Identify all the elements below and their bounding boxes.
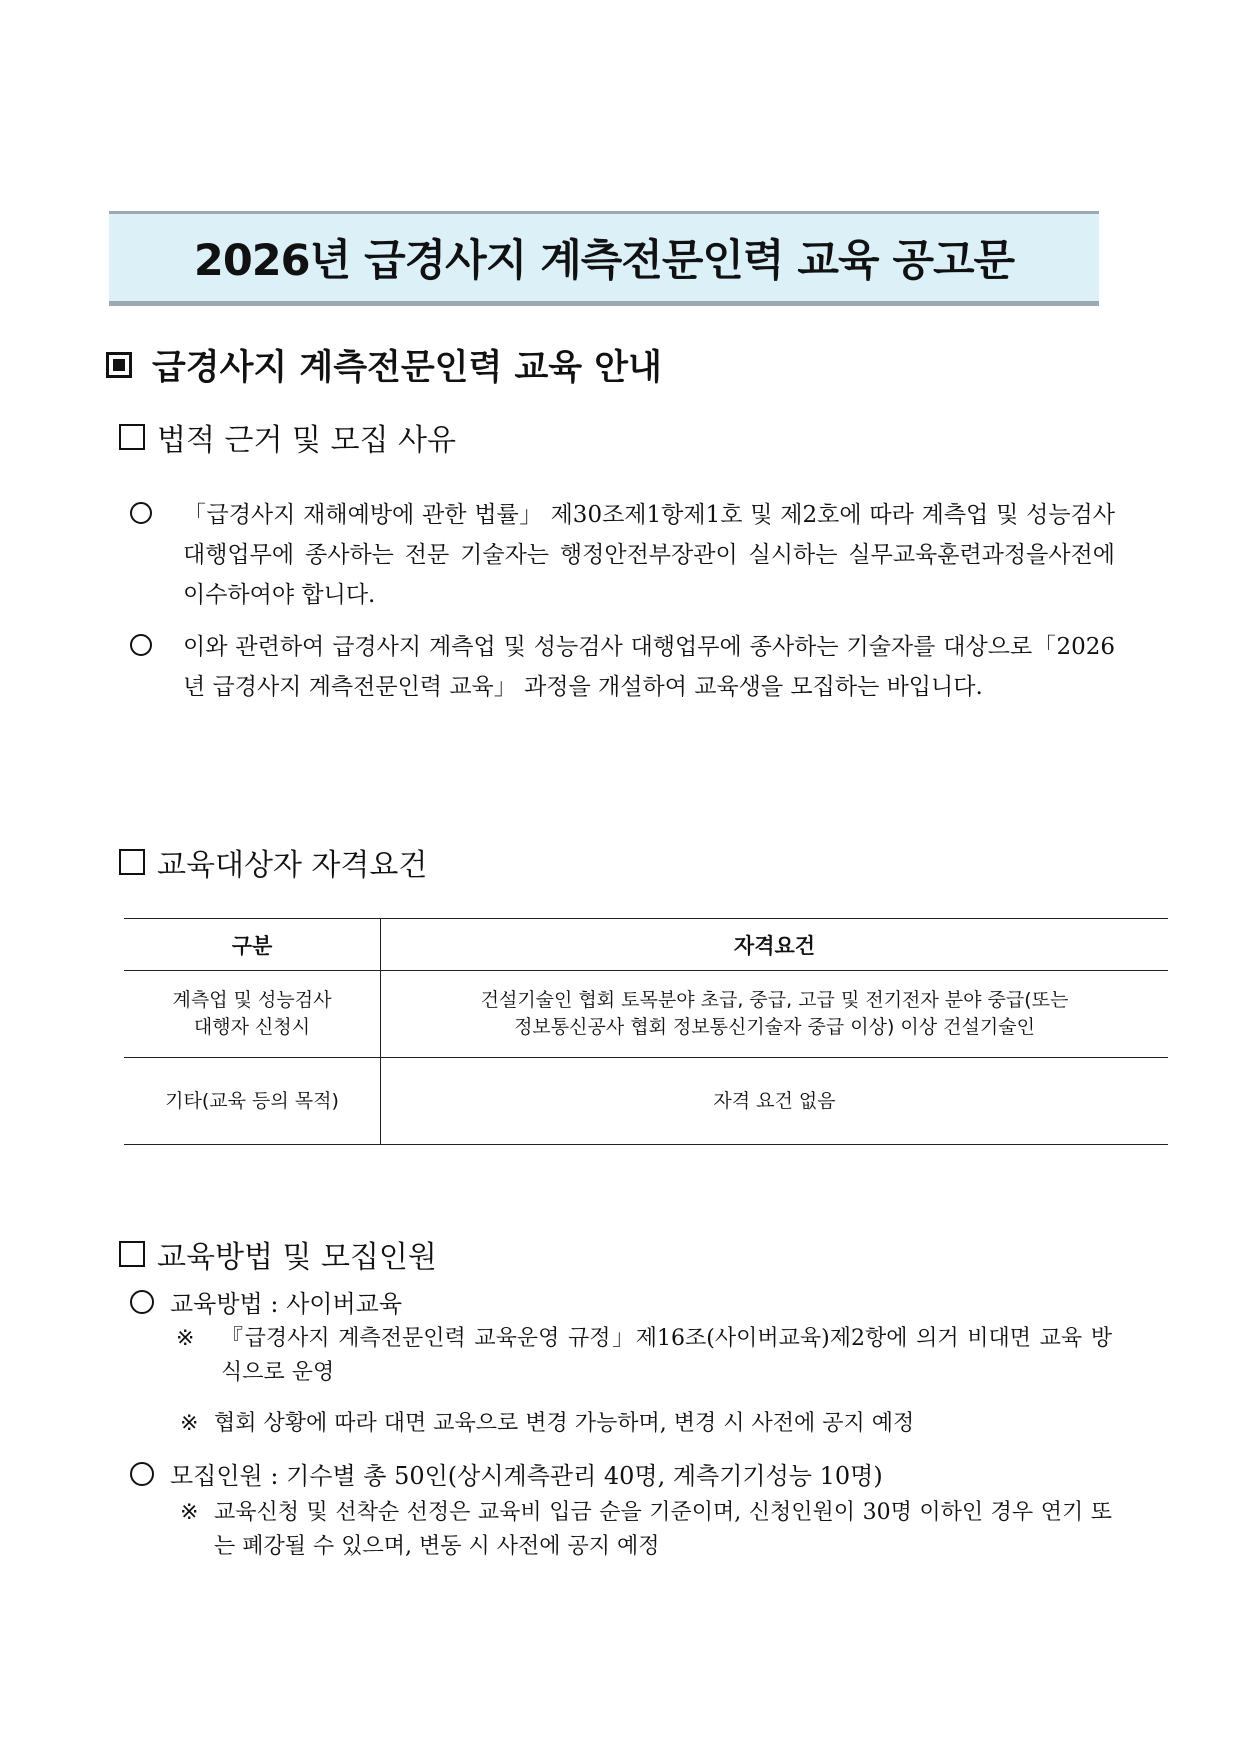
note-text: 협회 상황에 따라 대면 교육으로 변경 가능하며, 변경 시 사전에 공지 예정	[214, 1411, 915, 1436]
row-category-line: 기타(교육 등의 목적)	[165, 1089, 339, 1112]
note-mark: ※	[180, 1411, 199, 1436]
row-requirement	[381, 971, 1169, 1058]
title-banner	[109, 211, 1099, 306]
legal-basis-paragraph-2	[130, 627, 1115, 707]
table-row	[124, 1058, 1168, 1145]
section-heading-method	[119, 1232, 437, 1276]
empty-square-icon	[119, 1241, 145, 1267]
empty-square-icon	[119, 424, 145, 450]
row-category-line: 대행자 신청시	[193, 1016, 311, 1038]
section-heading-text: 교육대상자 자격요건	[157, 848, 428, 883]
method-line	[130, 1284, 402, 1319]
paragraph-text: 「급경사지 재해예방에 관한 법률」 제30조제1항제1호 및 제2호에 따라 계측업 및 성능검사 대행업무에 종사하는 전문 기술자는 행정안전부장관이 실시하는 실무교육훈련과정을사전에 이수하여야 합니다.	[183, 502, 1115, 608]
row-requirement-line: 정보통신공사 협회 정보통신기술자 중급 이상) 이상 건설기술인	[514, 1016, 1035, 1038]
header-requirement: 자격요건	[381, 919, 1169, 971]
table-header-row	[124, 919, 1168, 971]
recruit-note-1	[180, 1496, 1112, 1564]
circle-bullet-icon	[130, 1462, 154, 1486]
row-category-line: 계측업 및 성능검사	[172, 989, 332, 1011]
note-text: 『급경사지 계측전문인력 교육운영 규정」제16조(사이버교육)제2항에 의거 비대면 교육 방식으로 운영	[221, 1326, 1112, 1385]
note-mark: ※	[180, 1500, 199, 1525]
main-heading	[106, 340, 662, 390]
note-text: 교육신청 및 선착순 선정은 교육비 입금 순을 기준이며, 신청인원이 30명 이하인 경우 연기 또는 폐강될 수 있으며, 변동 시 사전에 공지 예정	[214, 1500, 1112, 1559]
circle-bullet-icon	[130, 1290, 154, 1314]
method-line-text: 교육방법 : 사이버교육	[170, 1290, 402, 1318]
row-requirement-line: 건설기술인 협회 토목분야 초급, 중급, 고급 및 전기전자 분야 중급(또는	[480, 989, 1069, 1011]
circle-bullet-icon	[130, 502, 152, 524]
circle-bullet-icon	[130, 634, 152, 656]
filled-square-icon	[106, 352, 132, 378]
row-category	[124, 971, 381, 1058]
row-category	[124, 1058, 381, 1145]
table-row	[124, 971, 1168, 1058]
section-heading-eligibility	[119, 840, 427, 884]
method-note-2	[180, 1407, 1112, 1441]
recruit-line	[130, 1456, 883, 1491]
note-mark: ※	[176, 1326, 195, 1351]
recruit-line-text: 모집인원 : 기수별 총 50인(상시계측관리 40명, 계측기기성능 10명)	[170, 1462, 883, 1490]
section-heading-text: 법적 근거 및 모집 사유	[157, 423, 456, 458]
legal-basis-paragraph-1	[130, 495, 1115, 615]
paragraph-text: 이와 관련하여 급경사지 계측업 및 성능검사 대행업무에 종사하는 기술자를 대상으로「2026년 급경사지 계측전문인력 교육」 과정을 개설하여 교육생을 모집하는 바입니다.	[183, 634, 1115, 700]
eligibility-table	[124, 918, 1168, 1145]
section-heading-legal-basis	[119, 415, 456, 459]
section-heading-text: 교육방법 및 모집인원	[157, 1240, 437, 1275]
empty-square-icon	[119, 849, 145, 875]
document-title: 2026년 급경사지 계측전문인력 교육 공고문	[193, 236, 1015, 286]
header-category: 구분	[124, 919, 381, 971]
method-note-1	[176, 1322, 1112, 1390]
row-requirement	[381, 1058, 1169, 1145]
main-heading-text: 급경사지 계측전문인력 교육 안내	[152, 348, 662, 388]
row-requirement-line: 자격 요건 없음	[713, 1089, 836, 1112]
